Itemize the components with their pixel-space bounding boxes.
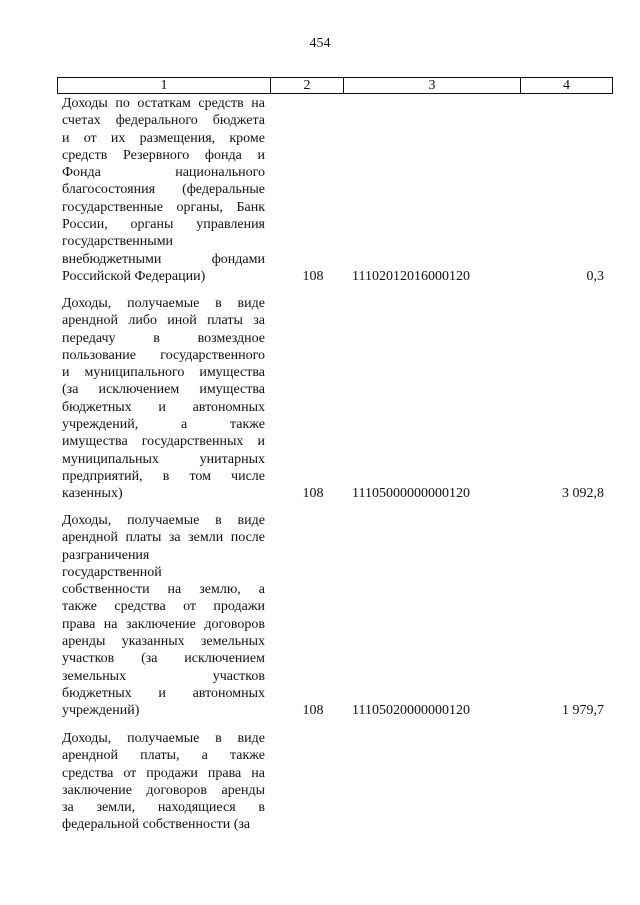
description-line: аренды указанных земельных [62, 634, 265, 650]
description-line: государственной [62, 564, 162, 580]
description-line: России, органы управления [62, 217, 265, 233]
description-line: государственные органы, Банк [62, 199, 265, 215]
description-line: арендной платы за земли после [62, 530, 265, 546]
description-line: разграничения [62, 547, 150, 563]
description-line: учреждений) [62, 703, 140, 719]
description-line: арендной либо иной платы за [62, 313, 265, 329]
description-line: предприятий, в том числе [62, 468, 265, 484]
row-description [62, 95, 265, 285]
description-line: права на заключение договоров [62, 616, 265, 632]
row-admin-code: 108 [302, 703, 324, 719]
description-line: участков (за исключением [62, 651, 265, 667]
row-description [62, 730, 265, 834]
description-line: и муниципального имущества [62, 365, 265, 381]
description-line: и от их размещения, кроме [62, 130, 265, 146]
description-line: пользование государственного [62, 347, 265, 363]
table-header [57, 77, 613, 94]
description-line: заключение договоров аренды [62, 782, 265, 798]
row-budget-code: 11105000000000120 [352, 486, 470, 502]
description-line: казенных) [62, 486, 123, 502]
description-line: Доходы, получаемые в виде [62, 296, 265, 311]
description-line: Доходы, получаемые в виде [62, 731, 265, 746]
row-amount: 0,3 [586, 269, 604, 284]
row-admin-code: 108 [302, 269, 324, 284]
description-line: за земли, находящиеся в [62, 800, 265, 816]
description-line: земельных участков [62, 668, 265, 684]
description-line: федеральной собственности (за [62, 817, 251, 833]
column-header-2: 2 [271, 78, 344, 93]
row-budget-code: 11105020000000120 [352, 703, 470, 719]
column-header-1: 1 [58, 78, 271, 93]
description-line: благосостояния (федеральные [62, 182, 265, 198]
column-header-4: 4 [563, 78, 570, 93]
description-line: государственными [62, 234, 174, 250]
row-description [62, 295, 265, 503]
row-admin-code: 108 [302, 486, 324, 502]
description-line: муниципальных унитарных [62, 451, 265, 467]
description-line: также средства от продажи [62, 599, 265, 615]
description-line: Доходы по остаткам средств на [62, 96, 265, 111]
description-line: (за исключением имущества [62, 382, 265, 398]
description-line: средства от продажи права на [62, 765, 265, 781]
description-line: арендной платы, а также [62, 748, 265, 764]
description-line: средств Резервного фонда и [62, 147, 265, 163]
row-amount: 3 092,8 [562, 486, 604, 502]
description-line: передачу в возмездное [62, 330, 265, 346]
description-line: бюджетных и автономных [62, 685, 265, 701]
description-line: счетах федерального бюджета [62, 113, 265, 129]
description-line: бюджетных и автономных [62, 399, 265, 415]
row-description [62, 512, 265, 720]
page-number: 454 [309, 36, 331, 51]
description-line: Фонда национального [62, 165, 265, 181]
column-header-3: 3 [344, 78, 521, 93]
row-budget-code: 11102012016000120 [352, 269, 470, 284]
description-line: учреждений, а также [62, 417, 265, 433]
description-line: имущества государственных и [62, 434, 265, 450]
description-line: Российской Федерации) [62, 268, 206, 284]
description-line: внебюджетными фондами [62, 251, 265, 267]
description-line: собственности на землю, а [62, 582, 265, 598]
row-amount: 1 979,7 [562, 703, 604, 719]
description-line: Доходы, получаемые в виде [62, 513, 265, 528]
